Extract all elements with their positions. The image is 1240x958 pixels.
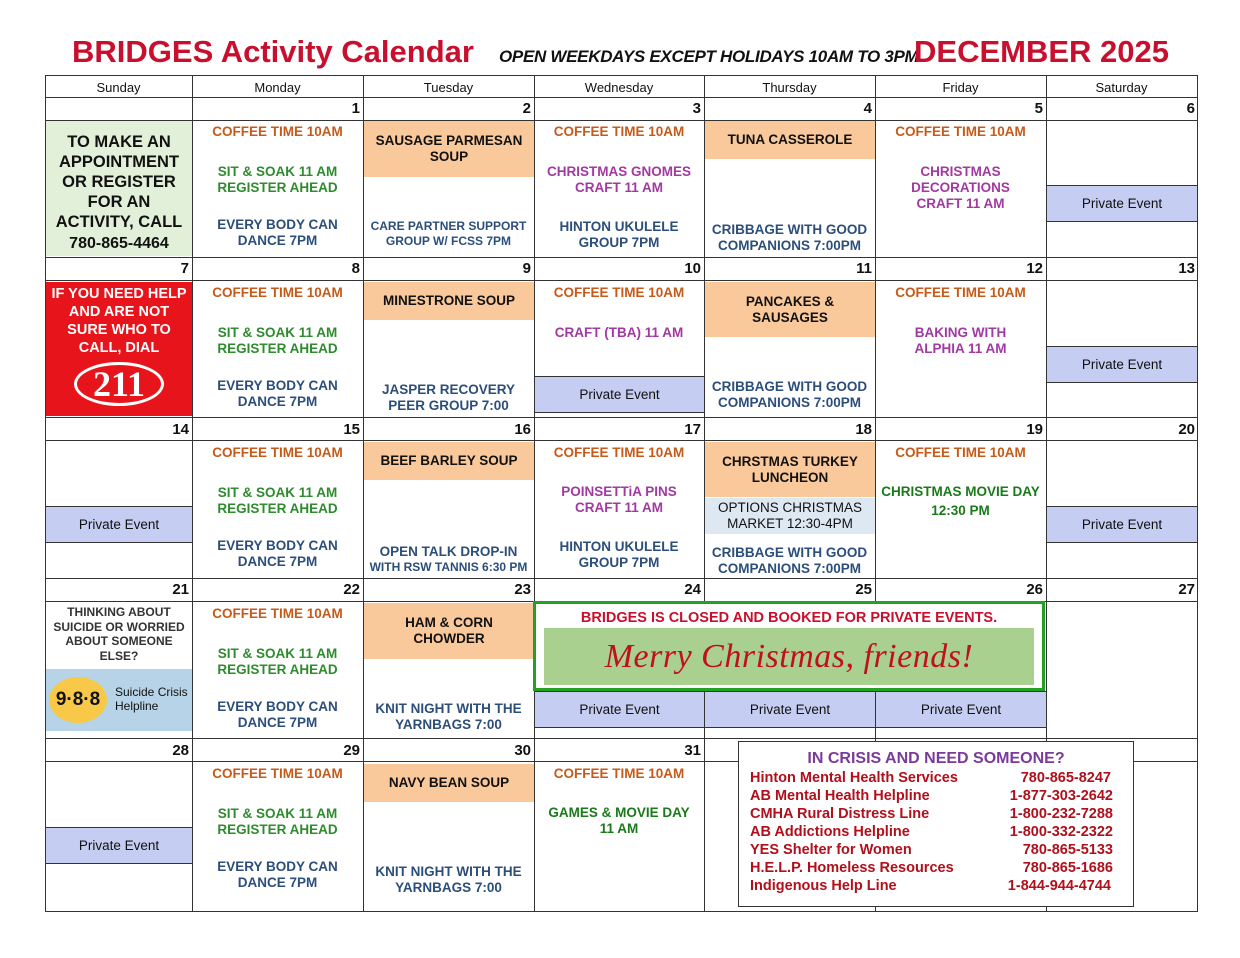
lunch-special: MINESTRONE SOUP	[364, 282, 534, 320]
crisis-line-name: YES Shelter for Women	[750, 842, 912, 858]
lunch-special: PANCAKES & SAUSAGES	[705, 282, 875, 337]
month-title: DECEMBER 2025	[914, 34, 1169, 69]
hours-subtitle: OPEN WEEKDAYS EXCEPT HOLIDAYS 10AM TO 3PM	[499, 47, 919, 66]
crisis-line-name: Indigenous Help Line	[750, 878, 897, 894]
date-number: 12	[1026, 260, 1043, 277]
date-number: 15	[343, 421, 360, 438]
crisis-line-phone: 1-800-332-2322	[1009, 824, 1113, 840]
date-number: 26	[1026, 581, 1043, 598]
date-number: 22	[343, 581, 360, 598]
date-number: 2	[522, 100, 531, 117]
merry-christmas-text: Merry Christmas, friends!	[604, 637, 974, 675]
date-number: 9	[522, 260, 531, 277]
lunch-special: HAM & CORN CHOWDER	[364, 603, 534, 659]
lunch-special: BEEF BARLEY SOUP	[364, 442, 534, 480]
date-number: 19	[1026, 421, 1043, 438]
date-number: 13	[1178, 260, 1195, 277]
appointment-info: TO MAKE AN APPOINTMENT OR REGISTER FOR AN ACTIVITY, CALL 780-865-4464	[46, 121, 192, 256]
merry-christmas-banner	[544, 628, 1034, 685]
help-211-box: IF YOU NEED HELP AND ARE NOT SURE WHO TO CALL, DIAL 211	[46, 282, 192, 416]
weekday-thursday: Thursday	[762, 80, 817, 95]
crisis-line-phone: 1-877-303-2642	[1009, 788, 1113, 804]
crisis-line-name: H.E.L.P. Homeless Resources	[750, 860, 954, 876]
closed-banner	[533, 601, 1045, 691]
crisis-line-phone: 1-800-232-7288	[1009, 806, 1113, 822]
date-number: 7	[180, 260, 189, 277]
date-number: 23	[514, 581, 531, 598]
988-helpline-banner: 9·8·8 Suicide Crisis Helpline	[46, 669, 192, 731]
date-number: 6	[1186, 100, 1195, 117]
weekday-saturday: Saturday	[1095, 80, 1148, 95]
private-event: Private Event	[1047, 506, 1197, 543]
date-number: 28	[172, 742, 189, 759]
private-event: Private Event	[535, 691, 704, 728]
date-number: 10	[684, 260, 701, 277]
date-number: 8	[351, 260, 360, 277]
date-number: 31	[684, 742, 701, 759]
crisis-title: IN CRISIS AND NEED SOMEONE?	[807, 750, 1065, 767]
lunch-special: TUNA CASSEROLE	[705, 121, 875, 159]
date-number: 14	[172, 421, 189, 438]
private-event: Private Event	[1047, 346, 1197, 383]
appointment-phone: 780-865-4464	[69, 235, 169, 252]
weekday-tuesday: Tuesday	[423, 80, 474, 95]
date-number: 3	[692, 100, 701, 117]
211-logo: 211	[74, 362, 164, 406]
date-number: 29	[343, 742, 360, 759]
weekday-friday: Friday	[942, 80, 979, 95]
date-number: 20	[1178, 421, 1195, 438]
date-number: 16	[514, 421, 531, 438]
date-number: 18	[855, 421, 872, 438]
date-number: 17	[684, 421, 701, 438]
crisis-line-name: CMHA Rural Distress Line	[750, 806, 930, 822]
private-event: Private Event	[46, 506, 192, 543]
crisis-line-name: AB Mental Health Helpline	[750, 788, 930, 804]
lunch-special: NAVY BEAN SOUP	[364, 764, 534, 802]
date-number: 27	[1178, 581, 1195, 598]
date-number: 25	[855, 581, 872, 598]
lunch-special: CHRSTMAS TURKEY LUNCHEON	[705, 442, 875, 497]
crisis-line-phone: 780-865-8247	[1020, 770, 1111, 786]
page-title: BRIDGES Activity Calendar	[72, 34, 474, 69]
closed-notice: BRIDGES IS CLOSED AND BOOKED FOR PRIVATE EVENTS.	[580, 610, 998, 626]
date-number: 11	[856, 260, 872, 277]
crisis-line-phone: 1-844-944-4744	[1007, 878, 1111, 894]
private-event: Private Event	[1047, 185, 1197, 222]
crisis-line-phone: 780-865-5133	[1022, 842, 1113, 858]
988-logo: 9·8·8	[49, 677, 107, 723]
date-number: 5	[1034, 100, 1043, 117]
private-event: Private Event	[876, 691, 1046, 728]
date-number: 24	[684, 581, 701, 598]
lunch-special: SAUSAGE PARMESAN SOUP	[364, 121, 534, 177]
crisis-line-phone: 780-865-1686	[1022, 860, 1113, 876]
weekday-monday: Monday	[254, 80, 301, 95]
crisis-contacts-box	[738, 741, 1134, 907]
private-event: Private Event	[705, 691, 875, 728]
weekday-wednesday: Wednesday	[584, 80, 654, 95]
weekday-sunday: Sunday	[96, 80, 141, 95]
date-number: 1	[351, 100, 360, 117]
date-number: 30	[514, 742, 531, 759]
options-market: OPTIONS CHRISTMAS MARKET 12:30-4PM	[705, 498, 875, 534]
crisis-line-name: AB Addictions Helpline	[750, 824, 910, 840]
crisis-line-name: Hinton Mental Health Services	[750, 770, 958, 786]
private-event: Private Event	[535, 376, 704, 413]
date-number: 4	[863, 100, 872, 117]
date-number: 21	[172, 581, 189, 598]
private-event: Private Event	[46, 827, 192, 864]
